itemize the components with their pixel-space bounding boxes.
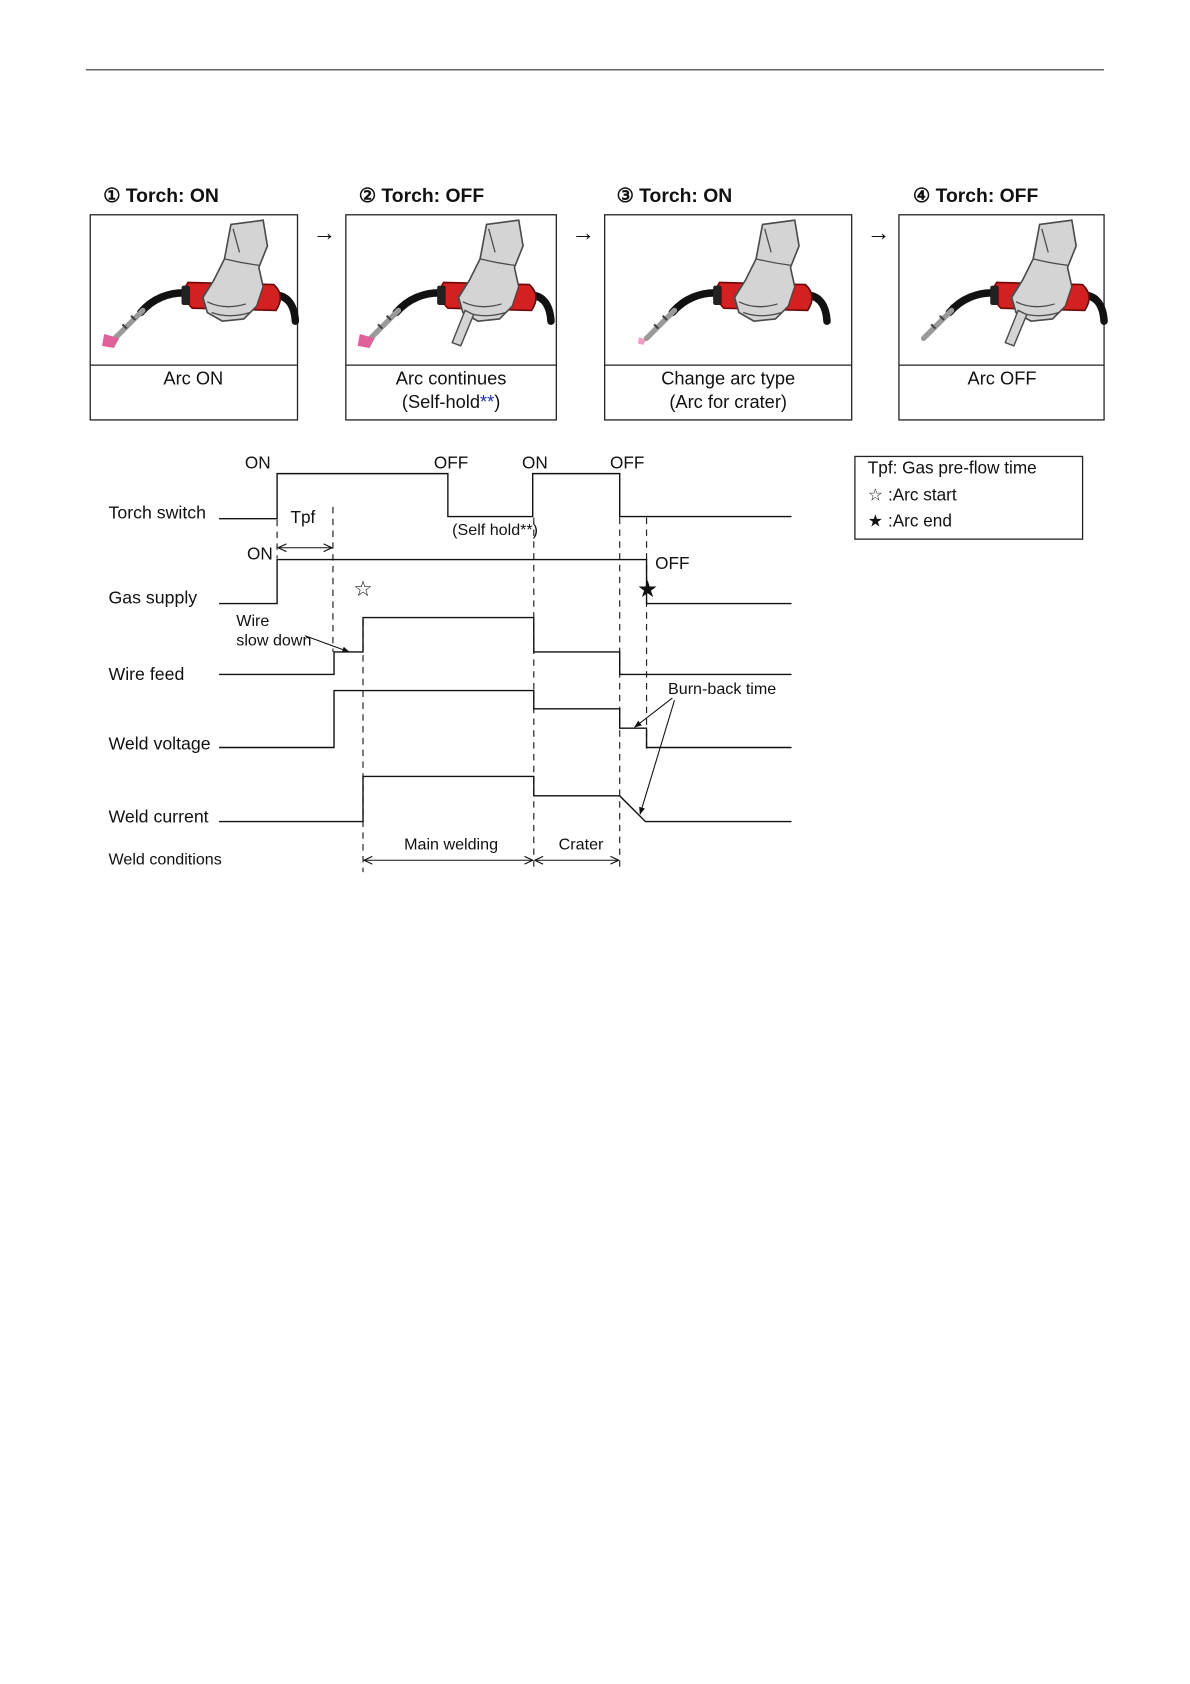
self-hold-label: (Self hold**)	[452, 520, 539, 539]
signal-label-gas-supply: Gas supply	[108, 587, 198, 608]
torch-state-label: OFF	[610, 452, 645, 473]
torch-state-label: OFF	[433, 452, 469, 473]
phase-label-crater: Crater	[558, 835, 604, 854]
signal-label-weld-current: Weld current	[108, 806, 209, 827]
legend-arc-end: ★ :Arc end	[867, 510, 952, 531]
phase-label-main-welding: Main welding	[404, 835, 499, 854]
step-frame	[346, 215, 557, 420]
wire-slow-down-pointer	[305, 636, 349, 652]
timing-diagram	[108, 452, 791, 872]
burn-back-label: Burn-back time	[668, 679, 777, 698]
self-hold-footnote-mark: **	[479, 391, 495, 413]
right-arrow-icon: →	[571, 220, 595, 247]
legend-arc-start: ☆ :Arc start	[867, 484, 957, 505]
legend-tpf: Tpf: Gas pre-flow time	[867, 457, 1037, 478]
step-caption-self-hold	[402, 391, 500, 412]
step-title: ① Torch: ON	[103, 185, 219, 207]
step-frame	[605, 215, 852, 420]
signal-label-weld-conditions: Weld conditions	[108, 850, 222, 869]
gas-on-label: ON	[247, 543, 273, 564]
signal-label-wire-feed: Wire feed	[108, 663, 185, 684]
waveform-weld-voltage	[219, 691, 791, 748]
released-trigger-finger	[1005, 310, 1026, 345]
waveform-weld-current	[219, 776, 791, 821]
step-caption: Arc ON	[163, 367, 224, 389]
signal-label-torch-switch: Torch switch	[108, 502, 206, 523]
step-panel-4	[899, 186, 1104, 420]
right-arrow-icon: →	[312, 220, 337, 247]
step-caption: Change arc type	[661, 367, 796, 389]
caption-text: )	[494, 391, 501, 413]
step-panel-3	[605, 186, 852, 420]
legend	[855, 456, 1083, 539]
gas-off-label: OFF	[655, 553, 690, 574]
caption-text: (Self-hold	[401, 391, 480, 413]
step-panel-2	[346, 186, 557, 420]
torch-state-label: ON	[244, 452, 271, 473]
step-title: ③ Torch: ON	[616, 185, 733, 207]
step-caption: Arc OFF	[967, 367, 1037, 389]
step-title: ④ Torch: OFF	[912, 185, 1039, 207]
wire-slow-down-label: Wire	[236, 612, 270, 631]
torch-state-label: ON	[521, 452, 548, 473]
step-title: ② Torch: OFF	[358, 185, 485, 207]
tpf-label: Tpf	[290, 507, 316, 528]
arc-start-star-icon: ☆	[353, 577, 373, 602]
torch-illustration	[115, 220, 295, 338]
torch-illustration	[647, 220, 827, 338]
signal-label-weld-voltage: Weld voltage	[108, 733, 211, 754]
waveform-gas-supply	[219, 560, 791, 604]
wire-slow-down-label: slow down	[236, 631, 312, 650]
released-trigger-finger	[452, 310, 473, 345]
burn-back-pointer-current	[640, 700, 674, 814]
right-arrow-icon: →	[866, 220, 891, 247]
step-caption-2: (Arc for crater)	[669, 391, 787, 413]
step-caption: Arc continues	[395, 367, 507, 389]
arc-end-star-icon: ★	[637, 577, 659, 604]
burn-back-pointer-voltage	[635, 698, 673, 727]
step-panel-1	[90, 186, 297, 420]
